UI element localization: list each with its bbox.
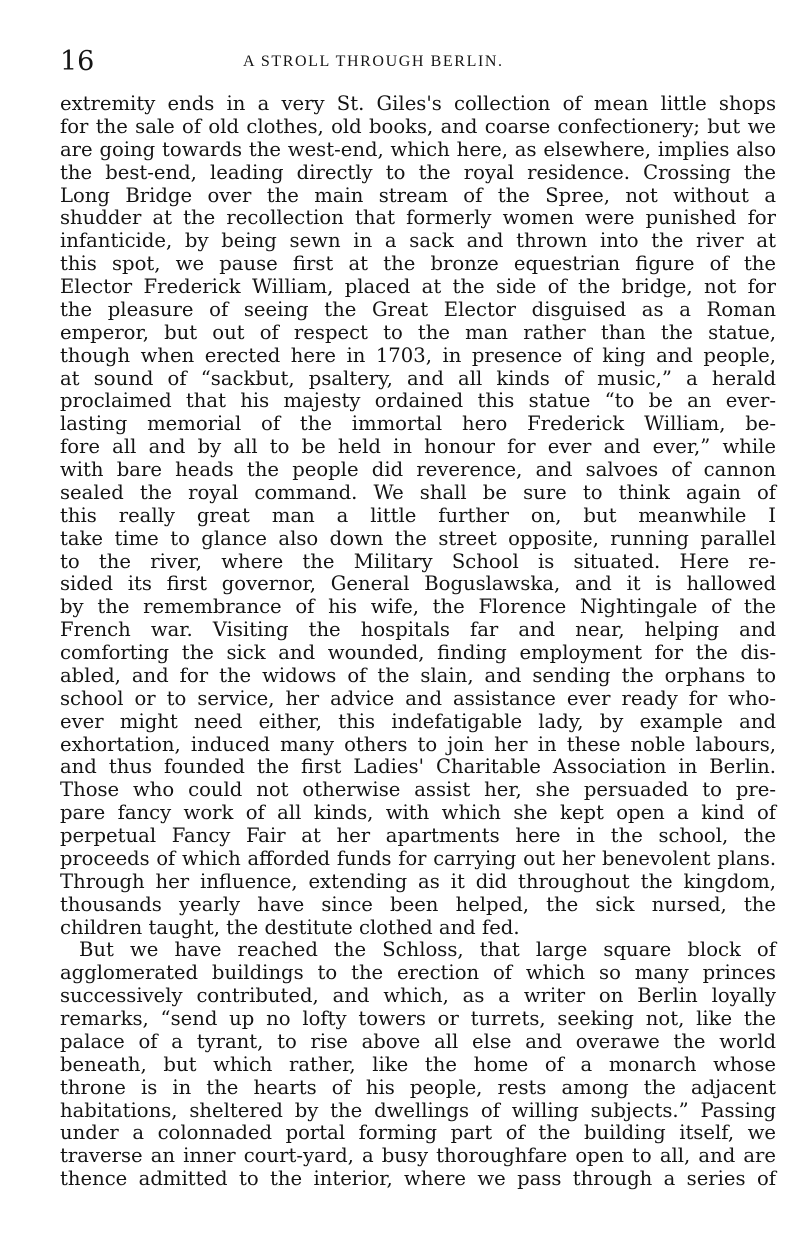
text-line: shudder at the recollection that formerly women were punished for (60, 206, 776, 230)
text-line: abled, and for the widows of the slain, and sending the orphans to (60, 663, 776, 687)
text-line: the best-end, leading directly to the royal residence. Crossing the (60, 160, 776, 184)
text-line: successively contributed, and which, as a writer on Berlin loyally (60, 984, 776, 1008)
text-line: though when erected here in 1703, in presence of king and people, (60, 343, 776, 367)
text-line: this really great man a little further on, but meanwhile I (60, 503, 776, 527)
text-line: Long Bridge over the main stream of the Spree, not without a (60, 183, 776, 207)
text-line: Those who could not otherwise assist her, she persuaded to pre- (60, 778, 776, 802)
text-line: under a colonnaded portal forming part of the building itself, we (60, 1121, 776, 1145)
paragraph-end-line: children taught, the destitute clothed and fed. (60, 915, 520, 939)
text-line: fore all and by all to be held in honour for ever and ever,” while (60, 435, 776, 459)
text-line: exhortation, induced many others to join her in these noble labours, (60, 732, 776, 756)
text-line: beneath, but which rather, like the home of a monarch whose (60, 1052, 776, 1076)
text-line: lasting memorial of the immortal hero Frederick William, be- (60, 412, 776, 436)
text-line: pare fancy work of all kinds, with which she kept open a kind of (60, 801, 776, 825)
text-line: at sound of “sackbut, psaltery, and all kinds of music,” a herald (60, 366, 776, 390)
text-line: sealed the royal command. We shall be sure to think again of (60, 480, 776, 504)
text-line: agglomerated buildings to the erection of which so many princes (60, 961, 776, 985)
text-line: thence admitted to the interior, where we pass through a series of (60, 1167, 776, 1191)
paragraph-first-line: But we have reached the Schloss, that large square block of (79, 938, 776, 962)
text-line: remarks, “send up no lofty towers or turrets, seeking not, like the (60, 1007, 776, 1030)
text-line: and thus founded the first Ladies' Charitable Association in Berlin. (60, 755, 776, 779)
text-line: are going towards the west-end, which here, as elsewhere, implies also (60, 137, 776, 161)
text-line: with bare heads the people did reverence, and salvoes of cannon (60, 458, 776, 481)
text-line: to the river, where the Military School is situated. Here re- (60, 549, 776, 573)
text-line: traverse an inner court-yard, a busy thoroughfare open to all, and are (60, 1144, 776, 1168)
body-text (60, 93, 776, 1191)
text-line: proceeds of which afforded funds for carrying out her benevolent plans. (60, 846, 776, 870)
text-line: palace of a tyrant, to rise above all else and overawe the world (60, 1029, 776, 1053)
running-title: A STROLL THROUGH BERLIN. (243, 53, 504, 70)
text-line: ever might need either, this indefatigable lady, by example and (60, 709, 776, 733)
text-line: the pleasure of seeing the Great Elector disguised as a Roman (60, 297, 776, 321)
text-line: proclaimed that his majesty ordained this statue “to be an ever- (60, 389, 776, 413)
text-line: Elector Frederick William, placed at the side of the bridge, not for (60, 275, 776, 298)
text-line: school or to service, her advice and assistance ever ready for who- (60, 686, 776, 710)
text-line: infanticide, by being sewn in a sack and thrown into the river at (60, 229, 776, 253)
text-line: take time to glance also down the street opposite, running parallel (60, 526, 776, 550)
text-line: extremity ends in a very St. Giles's collection of mean little shops (60, 92, 776, 115)
text-line: sided its first governor, General Boguslawska, and it is hallowed (60, 572, 776, 596)
text-line: by the remembrance of his wife, the Florence Nightingale of the (60, 595, 776, 619)
text-line: thousands yearly have since been helped, the sick nursed, the (60, 892, 776, 916)
page-header (60, 44, 776, 80)
text-line: this spot, we pause first at the bronze equestrian figure of the (60, 252, 776, 276)
text-line: throne is in the hearts of his people, rests among the adjacent (60, 1075, 776, 1099)
text-line: perpetual Fancy Fair at her apartments here in the school, the (60, 824, 776, 847)
text-line: emperor, but out of respect to the man rather than the statue, (60, 320, 776, 344)
text-line: for the sale of old clothes, old books, and coarse confectionery; but we (60, 114, 776, 138)
text-line: French war. Visiting the hospitals far and near, helping and (60, 618, 776, 642)
text-line: Through her influence, extending as it did throughout the kingdom, (60, 869, 776, 893)
text-line: habitations, sheltered by the dwellings of willing subjects.” Passing (60, 1098, 776, 1122)
text-line: comforting the sick and wounded, finding employment for the dis- (60, 641, 776, 664)
page-number: 16 (60, 46, 95, 77)
